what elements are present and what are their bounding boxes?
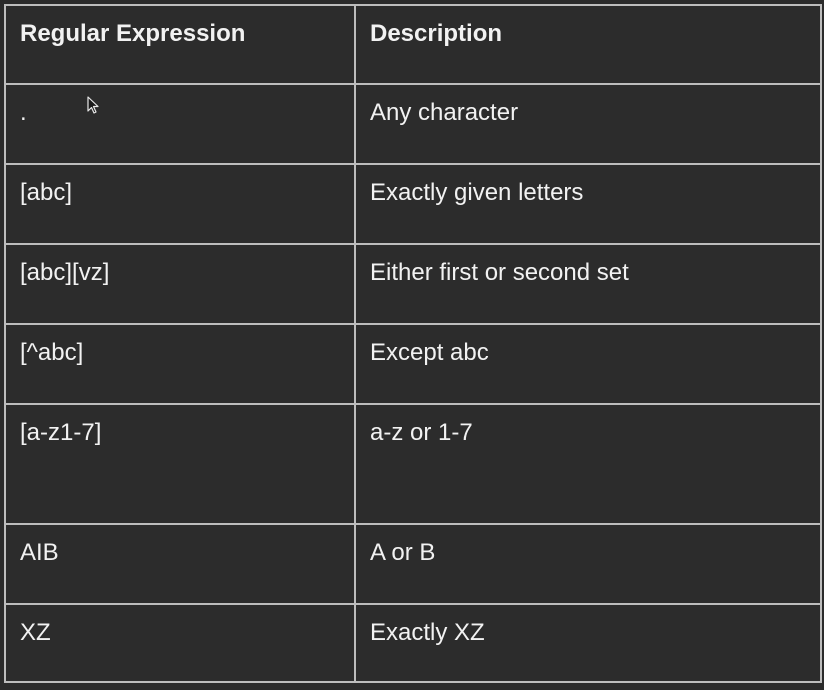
table-header-row [5, 5, 821, 84]
column-header-regular-expression: Regular Expression [5, 5, 355, 84]
description-cell: Either first or second set [355, 244, 821, 324]
table-row [5, 404, 821, 524]
description-cell: a-z or 1-7 [355, 404, 821, 524]
table-row [5, 164, 821, 244]
table-row [5, 604, 821, 682]
expression-cell: AIB [5, 524, 355, 604]
description-cell: A or B [355, 524, 821, 604]
table-row [5, 324, 821, 404]
mouse-pointer-icon [87, 96, 99, 114]
description-cell: Exactly given letters [355, 164, 821, 244]
description-cell: Exactly XZ [355, 604, 821, 682]
expression-cell: [abc] [5, 164, 355, 244]
expression-cell: [a-z1-7] [5, 404, 355, 524]
table-row [5, 84, 821, 164]
description-cell: Except abc [355, 324, 821, 404]
expression-cell: [^abc] [5, 324, 355, 404]
table-row [5, 244, 821, 324]
expression-cell: . [5, 84, 355, 164]
expression-cell: XZ [5, 604, 355, 682]
column-header-description: Description [355, 5, 821, 84]
table-row [5, 524, 821, 604]
expression-cell: [abc][vz] [5, 244, 355, 324]
description-cell: Any character [355, 84, 821, 164]
regex-table [4, 4, 822, 683]
